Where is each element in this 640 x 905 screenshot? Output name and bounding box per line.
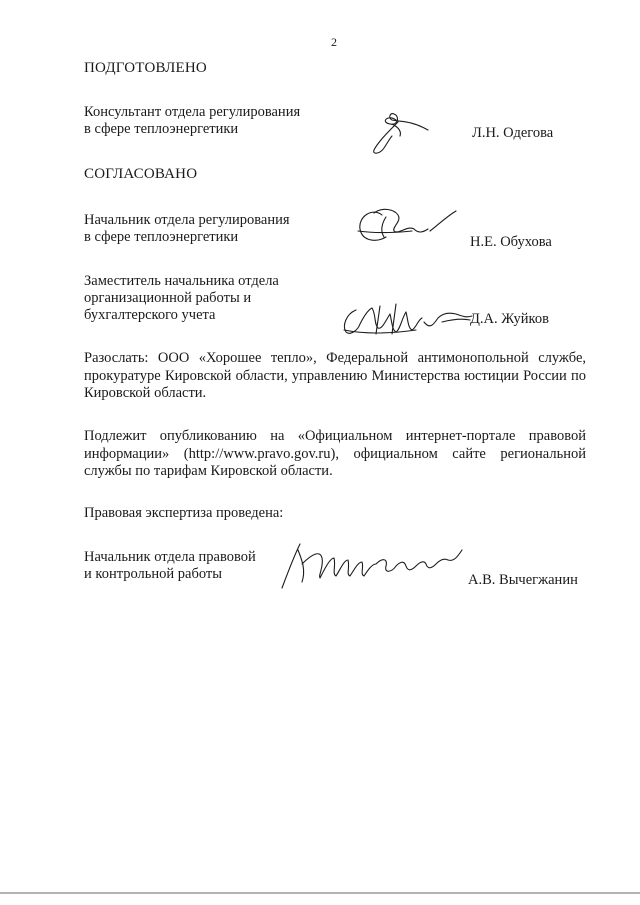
signer-1-position: Начальник отдела регулирования в сфере теплоэнергетики (84, 212, 290, 245)
prepared-name: Л.Н. Одегова (472, 125, 554, 141)
prepared-position: Консультант отдела регулирования в сфере теплоэнергетики (84, 104, 301, 137)
scan-edge-line (0, 892, 640, 894)
legal-statement: Правовая экспертиза проведена: (84, 505, 284, 521)
signature-zhuykov (338, 300, 488, 342)
page-number: 2 (331, 35, 337, 49)
signer-2-name: Д.А. Жуйков (470, 311, 549, 327)
signature-obukhova (352, 203, 462, 249)
signature-vychegzhanin (272, 536, 472, 596)
legal-name: А.В. Вычегжанин (468, 572, 578, 588)
publication-paragraph: Подлежит опубликованию на «Официальном интернет-портале правовой информации» (http://www.pravo.gov.ru), официальном сайте региональной службы по тарифам Кировской области. (84, 428, 586, 479)
distribution-paragraph: Разослать: ООО «Хорошее тепло», Федеральной антимонопольной службе, прокуратуре Кировской области, управлению Министерства юстиции России по Кировской области. (84, 350, 586, 401)
signer-2-position: Заместитель начальника отдела организационной работы и бухгалтерского учета (84, 273, 279, 323)
signer-1-name: Н.Е. Обухова (470, 234, 552, 250)
agreed-heading: СОГЛАСОВАНО (84, 166, 198, 182)
legal-position: Начальник отдела правовой и контрольной работы (84, 549, 256, 582)
prepared-heading: ПОДГОТОВЛЕНО (84, 60, 207, 76)
signature-odegova (366, 108, 438, 160)
